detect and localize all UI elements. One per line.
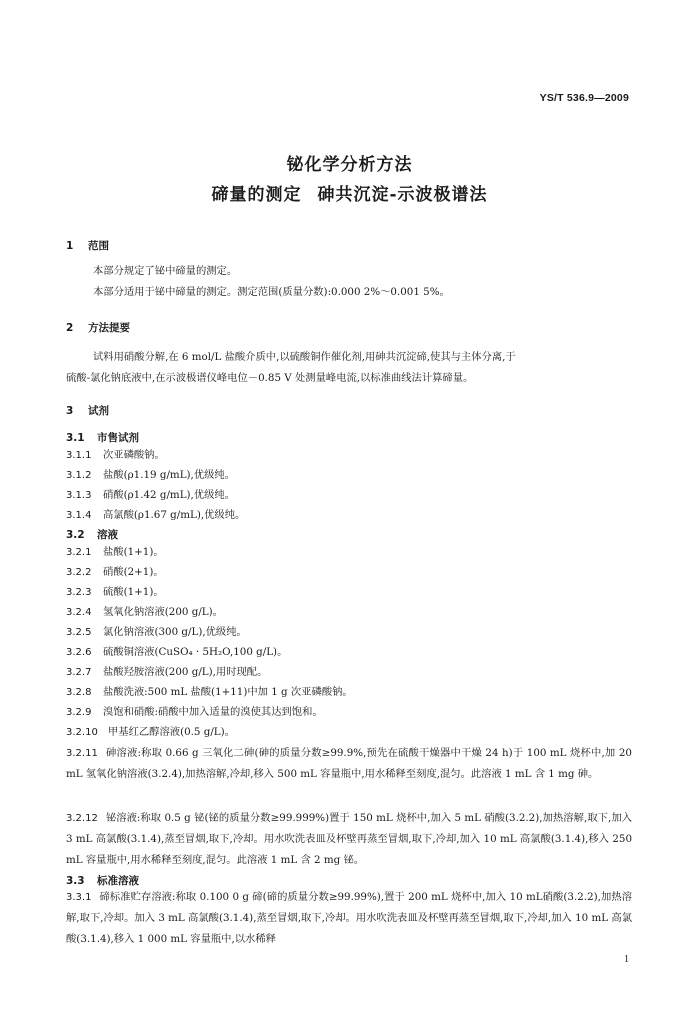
item-number: 3.2.5	[66, 627, 92, 638]
subsection-3-2-heading	[66, 527, 118, 542]
subsection-title: 溶液	[97, 529, 118, 541]
standard-code: YS/T 536.9—2009	[539, 92, 629, 104]
subtitle-part-1: 碲量的测定	[211, 185, 302, 205]
section-number: 2	[66, 322, 74, 334]
paragraph-3-2-11	[66, 743, 632, 785]
item-text: 铋溶液:称取 0.5 g 铋(铋的质量分数≥99.999%)置于 150 mL 烧杯中,加入 5 mL 硝酸(3.2.2),加热溶解,取下,加入 3 mL 高氯酸(3.1.4),蒸至冒烟,取下,冷却。用水吹洗表皿及杯壁再蒸至冒烟,取下,冷却,加入 10 mL 高氯酸(3.1.4),移入 250 mL 容量瓶中,用水稀释至刻度,混匀。此溶液 1 mL 含 2 mg 铋。	[66, 812, 632, 866]
item-text: 硫酸(1+1)。	[103, 586, 164, 598]
section-title: 试剂	[88, 405, 109, 417]
item-number: 3.1.2	[66, 470, 92, 481]
subsection-number: 3.1	[66, 432, 85, 444]
item-number: 3.2.9	[66, 707, 92, 718]
paragraph-3-2-12	[66, 808, 632, 871]
item-text: 氢氧化钠溶液(200 g/L)。	[103, 606, 223, 618]
item-text: 甲基红乙醇溶液(0.5 g/L)。	[108, 726, 235, 738]
page-number: 1	[624, 954, 629, 965]
item-text: 氯化钠溶液(300 g/L),优级纯。	[103, 626, 247, 638]
item-number: 3.2.4	[66, 607, 92, 618]
section-2-heading	[66, 320, 130, 335]
section-1-para-2: 本部分适用于铋中碲量的测定。测定范围(质量分数):0.000 2%～0.001 5%。	[93, 286, 450, 298]
subsection-title: 标准溶液	[97, 875, 139, 887]
item-text: 溴饱和硝酸:硝酸中加入适量的溴使其达到饱和。	[103, 706, 323, 718]
list-item	[66, 723, 235, 742]
section-2-para-line-1: 试料用硝酸分解,在 6 mol/L 盐酸介质中,以硫酸铜作催化剂,用砷共沉淀碲,使其与主体分离,于	[93, 351, 516, 363]
item-text: 碲标准贮存溶液:称取 0.100 0 g 碲(碲的质量分数≥99.99%),置于 200 mL 烧杯中,加入 10 mL硝酸(3.2.2),加热溶解,取下,冷却。加入 3 mL 高氯酸(3.1.4),蒸至冒烟,取下,冷却。用水吹洗表皿及杯壁再蒸至冒烟,取下,冷却,加入 10 mL 高氯酸(3.1.4),移入 1 000 mL 容量瓶中,以水稀释	[66, 891, 632, 945]
item-text: 盐酸(1+1)。	[103, 546, 164, 558]
section-number: 1	[66, 240, 74, 252]
subsection-number: 3.3	[66, 875, 85, 887]
list-item	[66, 643, 287, 662]
item-number: 3.2.6	[66, 647, 92, 658]
item-number: 3.2.7	[66, 667, 92, 678]
subsection-3-1-heading	[66, 430, 139, 445]
section-number: 3	[66, 405, 74, 417]
item-text: 硝酸(2+1)。	[103, 566, 164, 578]
subsection-3-3-heading	[66, 873, 139, 888]
item-text: 盐酸(ρ1.19 g/mL),优级纯。	[103, 469, 236, 481]
list-item	[66, 683, 353, 702]
list-item	[66, 603, 223, 622]
paragraph-3-3-1	[66, 887, 632, 950]
document-title: 铋化学分析方法	[286, 155, 413, 175]
item-text: 硫酸铜溶液(CuSO₄ · 5H₂O,100 g/L)。	[103, 646, 288, 658]
item-text: 高氯酸(ρ1.67 g/mL),优级纯。	[103, 509, 246, 521]
subtitle-part-2: 砷共沉淀-示波极谱法	[317, 185, 488, 205]
item-text: 次亚磷酸钠。	[103, 449, 165, 461]
list-item	[66, 506, 245, 525]
section-title: 范围	[88, 240, 109, 252]
item-text: 盐酸洗液:500 mL 盐酸(1+11)中加 1 g 次亚磷酸钠。	[103, 686, 353, 698]
section-title: 方法提要	[88, 322, 130, 334]
list-item	[66, 563, 164, 582]
section-1-para-1: 本部分规定了铋中碲量的测定。	[93, 265, 238, 277]
list-item	[66, 466, 235, 485]
item-text: 硝酸(ρ1.42 g/mL),优级纯。	[103, 489, 236, 501]
list-item	[66, 623, 247, 642]
section-1-heading	[66, 238, 109, 253]
item-number: 3.3.1	[66, 892, 92, 903]
item-number: 3.2.1	[66, 547, 92, 558]
document-subtitle	[0, 180, 699, 205]
item-number: 3.1.4	[66, 510, 92, 521]
list-item	[66, 663, 267, 682]
item-number: 3.2.12	[66, 813, 98, 824]
item-number: 3.2.10	[66, 727, 98, 738]
item-number: 3.1.3	[66, 490, 92, 501]
item-text: 砷溶液:称取 0.66 g 三氧化二砷(砷的质量分数≥99.9%,预先在硫酸干燥器中干燥 24 h)于 100 mL 烧杯中,加 20 mL 氢氧化钠溶液(3.2.4),加热溶解,冷却,移入 500 mL 容量瓶中,用水稀释至刻度,混匀。此溶液 1 mL 含 1 mg 砷。	[66, 747, 632, 780]
item-text: 盐酸羟胺溶液(200 g/L),用时现配。	[103, 666, 268, 678]
section-3-heading	[66, 403, 109, 418]
list-item	[66, 486, 235, 505]
item-number: 3.2.3	[66, 587, 92, 598]
item-number: 3.2.2	[66, 567, 92, 578]
list-item	[66, 703, 323, 722]
list-item	[66, 543, 164, 562]
section-2-para-line-2: 硫酸-氯化钠底液中,在示波极谱仪峰电位－0.85 V 处测量峰电流,以标准曲线法计算碲量。	[66, 372, 474, 384]
subsection-number: 3.2	[66, 529, 85, 541]
list-item	[66, 446, 165, 465]
item-number: 3.2.11	[66, 748, 98, 759]
item-number: 3.2.8	[66, 687, 92, 698]
subsection-title: 市售试剂	[97, 432, 139, 444]
list-item	[66, 583, 164, 602]
item-number: 3.1.1	[66, 450, 92, 461]
